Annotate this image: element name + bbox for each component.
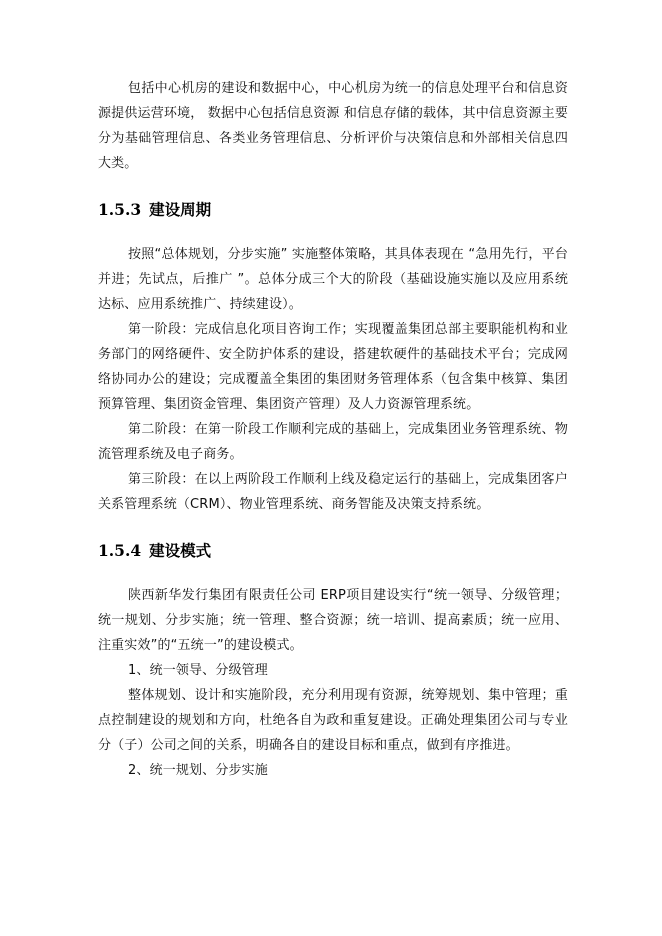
paragraph-construction-mode: 陕西新华发行集团有限责任公司 ERP项目建设实行“统一领导、分级管理；统一规划、分步实施；统一管理、整合资源；统一培训、提高素质；统一应用、注重实效”的“五统一”的建设模式。 xyxy=(98,588,568,653)
section-title-text: 建设周期 xyxy=(149,200,212,219)
list-item-title-2: 2、统一规划、分步实施 xyxy=(128,763,268,778)
section-heading-1-5-3 xyxy=(98,176,568,242)
paragraph-phase-three: 第三阶段：在以上两阶段工作顺利上线及稳定运行的基础上，完成集团客户关系管理系统（CRM）、物业管理系统、商务智能及决策支持系统。 xyxy=(98,472,568,512)
paragraph-overview: 按照“总体规划，分步实施” 实施整体策略，其具体表现在 “急用先行，平台并进；先试点，后推广 ”。总体分成三个大的阶段（基础设施实施以及应用系统达标、应用系统推广、持续建设）。 xyxy=(98,247,568,312)
paragraph-phase-one: 第一阶段：完成信息化项目咨询工作；实现覆盖集团总部主要职能机构和业务部门的网络硬件、安全防护体系的建设，搭建软硬件的基础技术平台；完成网络协同办公的建设；完成覆盖全集团的集团财务管理体系（包含集中核算、集团预算管理、集团资金管理、集团资产管理）及人力资源管理系统。 xyxy=(98,322,568,412)
list-item-body-1: 整体规划、设计和实施阶段，充分利用现有资源，统筹规划、集中管理；重点控制建设的规划和方向，杜绝各自为政和重复建设。正确处理集团公司与专业分（子）公司之间的关系，明确各自的建设目标和重点，做到有序推进。 xyxy=(98,688,568,753)
paragraph-phase-two: 第二阶段：在第一阶段工作顺利完成的基础上，完成集团业务管理系统、物流管理系统及电子商务。 xyxy=(98,422,568,462)
section-title-1-5-4 xyxy=(98,539,211,561)
section-title-text: 建设模式 xyxy=(149,541,212,560)
section-number: 1.5.4 xyxy=(98,541,142,560)
section-title-1-5-3 xyxy=(98,198,211,220)
page-content xyxy=(98,76,568,783)
list-item-title-1: 1、统一领导、分级管理 xyxy=(128,663,268,678)
intro-paragraph: 包括中心机房的建设和数据中心，中心机房为统一的信息处理平台和信息资源提供运营环境， 数据中心包括信息资源 和信息存储的载体，其中信息资源主要分为基础管理信息、各类业务管理信息、分析评价与决策信息和外部相关信息四大类。 xyxy=(98,81,568,171)
section-number: 1.5.3 xyxy=(98,200,142,219)
section-heading-1-5-4 xyxy=(98,517,568,583)
